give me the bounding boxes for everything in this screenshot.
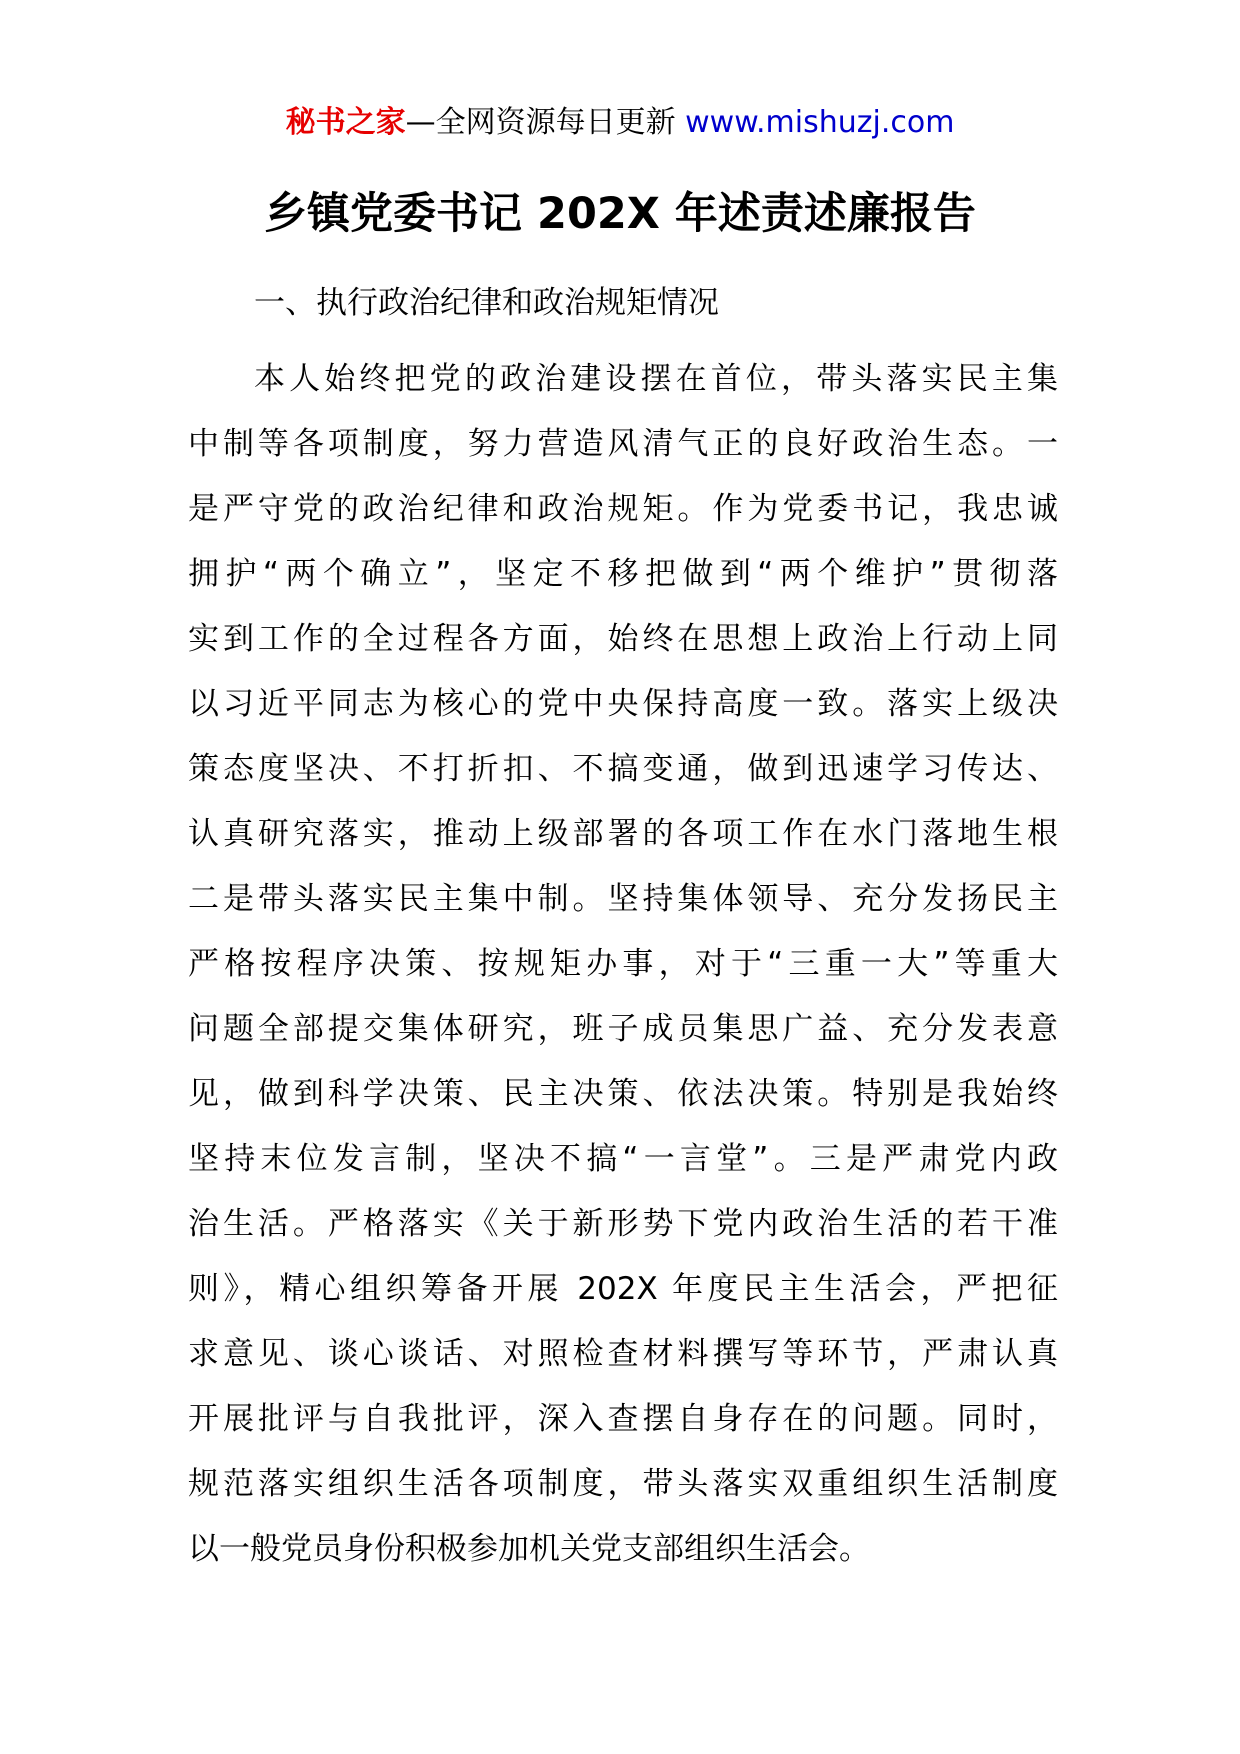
paragraph-line: 以习近平同志为核心的党中央保持高度一致。落实上级决	[188, 686, 1058, 722]
paragraph-line: 规范落实组织生活各项制度，带头落实双重组织生活制度	[188, 1466, 1058, 1502]
site-url-link[interactable]: www.mishuzj.com	[685, 105, 955, 140]
paragraph-line: 中制等各项制度，努力营造风清气正的良好政治生态。一	[188, 426, 1058, 462]
site-header	[0, 103, 1240, 143]
paragraph-line: 策态度坚决、不打折扣、不搞变通，做到迅速学习传达、	[188, 751, 1058, 787]
paragraph-line: 治生活。严格落实《关于新形势下党内政治生活的若干准	[188, 1206, 1058, 1242]
paragraph-line: 以一般党员身份积极参加机关党支部组织生活会。	[188, 1531, 870, 1567]
paragraph-line: 认真研究落实，推动上级部署的各项工作在水门落地生根	[188, 816, 1058, 852]
paragraph-line: 开展批评与自我批评，深入查摆自身存在的问题。同时，	[188, 1401, 1058, 1437]
paragraph-line: 则》，精心组织筹备开展 202X 年度民主生活会，严把征	[188, 1271, 1058, 1307]
site-tagline: —全网资源每日更新	[405, 105, 686, 140]
paragraph-line: 二是带头落实民主集中制。坚持集体领导、充分发扬民主	[188, 881, 1058, 917]
site-brand: 秘书之家	[285, 105, 406, 140]
paragraph-line: 求意见、谈心谈话、对照检查材料撰写等环节，严肃认真	[188, 1336, 1058, 1372]
paragraph-line: 坚持末位发言制，坚决不搞“一言堂”。三是严肃党内政	[188, 1141, 1058, 1177]
paragraph-line: 是严守党的政治纪律和政治规矩。作为党委书记，我忠诚	[188, 491, 1058, 527]
paragraph-line: 拥护“两个确立”，坚定不移把做到“两个维护”贯彻落	[188, 556, 1058, 592]
paragraph-line: 见，做到科学决策、民主决策、依法决策。特别是我始终	[188, 1076, 1058, 1112]
paragraph-line: 实到工作的全过程各方面，始终在思想上政治上行动上同	[188, 621, 1058, 657]
paragraph-line: 严格按程序决策、按规矩办事，对于“三重一大”等重大	[188, 946, 1058, 982]
document-title: 乡镇党委书记 202X 年述责述廉报告	[264, 189, 976, 239]
paragraph-line: 本人始终把党的政治建设摆在首位，带头落实民主集	[254, 361, 1058, 397]
body-paragraph	[188, 347, 1058, 1582]
paragraph-line: 问题全部提交集体研究，班子成员集思广益、充分发表意	[188, 1011, 1058, 1047]
section-heading: 一、执行政治纪律和政治规矩情况	[254, 285, 719, 321]
